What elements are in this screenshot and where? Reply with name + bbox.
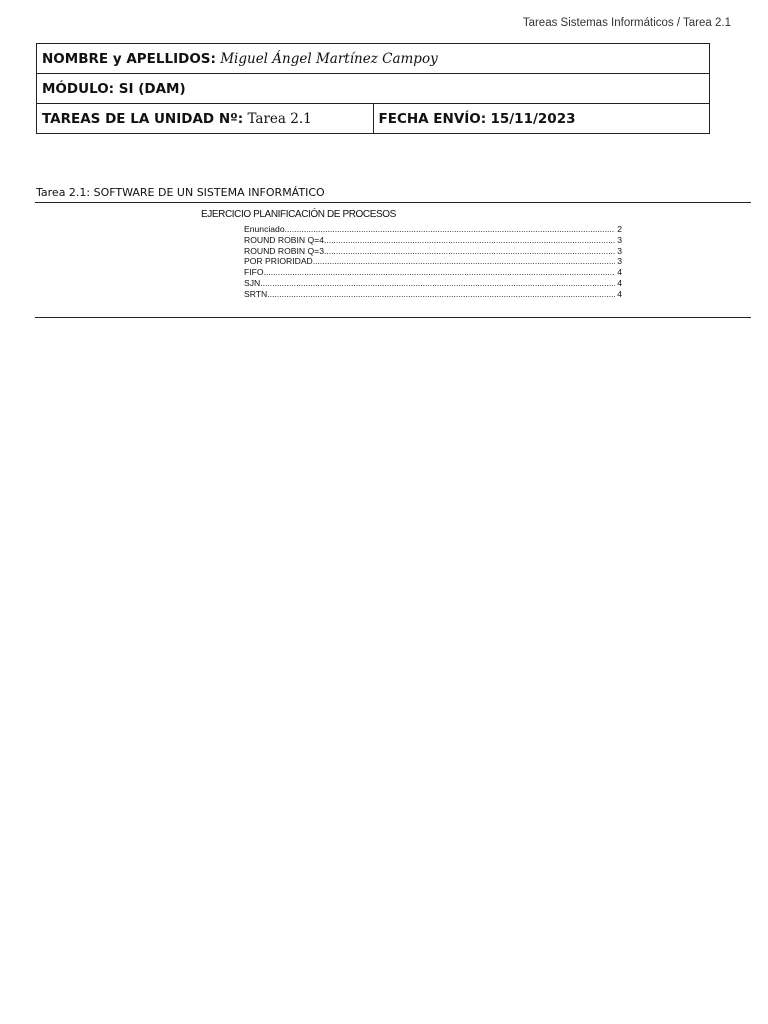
section-divider-bottom — [35, 317, 751, 318]
nombre-value: Miguel Ángel Martínez Campoy — [220, 50, 438, 67]
toc-entry-label: Enunciado — [244, 224, 285, 234]
toc-heading[interactable]: EJERCICIO PLANIFICACIÓN DE PROCESOS — [201, 209, 396, 220]
toc-entry[interactable] — [244, 246, 622, 257]
toc-dot-leader — [264, 267, 616, 278]
toc-entry-label: POR PRIORIDAD — [244, 256, 313, 267]
toc-entry-page: 2 — [617, 224, 622, 234]
student-info-table — [36, 43, 710, 134]
running-header: Tareas Sistemas Informáticos / Tarea 2.1 — [522, 17, 731, 29]
toc-entry[interactable] — [244, 278, 622, 289]
section-divider-top — [35, 202, 751, 203]
toc-entry-page: 4 — [617, 288, 622, 299]
fecha-value: 15/11/2023 — [490, 110, 576, 127]
nombre-label: NOMBRE y APELLIDOS: — [42, 50, 216, 67]
modulo-row — [37, 74, 710, 104]
toc-entry-page: 4 — [617, 277, 622, 288]
modulo-cell — [37, 74, 710, 104]
toc-entry-page: 3 — [617, 245, 622, 256]
toc-dot-leader — [324, 235, 615, 246]
toc-dot-leader — [324, 246, 615, 257]
toc-entry[interactable] — [244, 267, 622, 278]
section-title: Tarea 2.1: SOFTWARE DE UN SISTEMA INFORMÁTICO — [36, 186, 325, 199]
toc-entry-page: 4 — [617, 267, 622, 278]
toc-dot-leader — [267, 289, 615, 300]
toc-entry[interactable] — [244, 289, 622, 300]
toc-entry-label: ROUND ROBIN Q=3 — [244, 245, 324, 256]
toc-entry[interactable] — [244, 224, 622, 235]
toc-entry-label: SJN — [244, 277, 261, 288]
toc-dot-leader — [313, 256, 615, 267]
toc-entry[interactable] — [244, 256, 622, 267]
table-of-contents — [244, 224, 622, 300]
nombre-row — [37, 44, 710, 74]
fecha-label: FECHA ENVÍO: — [378, 110, 487, 127]
tareas-row — [37, 104, 710, 134]
toc-entry-page: 3 — [617, 234, 622, 245]
fecha-cell — [373, 104, 710, 134]
toc-entry[interactable] — [244, 235, 622, 246]
tareas-label: TAREAS DE LA UNIDAD Nº: — [42, 110, 244, 127]
toc-entry-label: SRTN — [244, 288, 268, 299]
modulo-label: MÓDULO: SI (DAM) — [42, 80, 186, 97]
toc-entry-label: ROUND ROBIN Q=4 — [244, 234, 324, 245]
tareas-cell — [37, 104, 374, 134]
toc-entry-page: 3 — [617, 256, 622, 267]
nombre-cell — [37, 44, 710, 74]
toc-entry-label: FIFO — [244, 267, 264, 278]
toc-dot-leader — [285, 224, 616, 235]
tareas-value: Tarea 2.1 — [247, 110, 312, 127]
toc-dot-leader — [260, 278, 615, 289]
